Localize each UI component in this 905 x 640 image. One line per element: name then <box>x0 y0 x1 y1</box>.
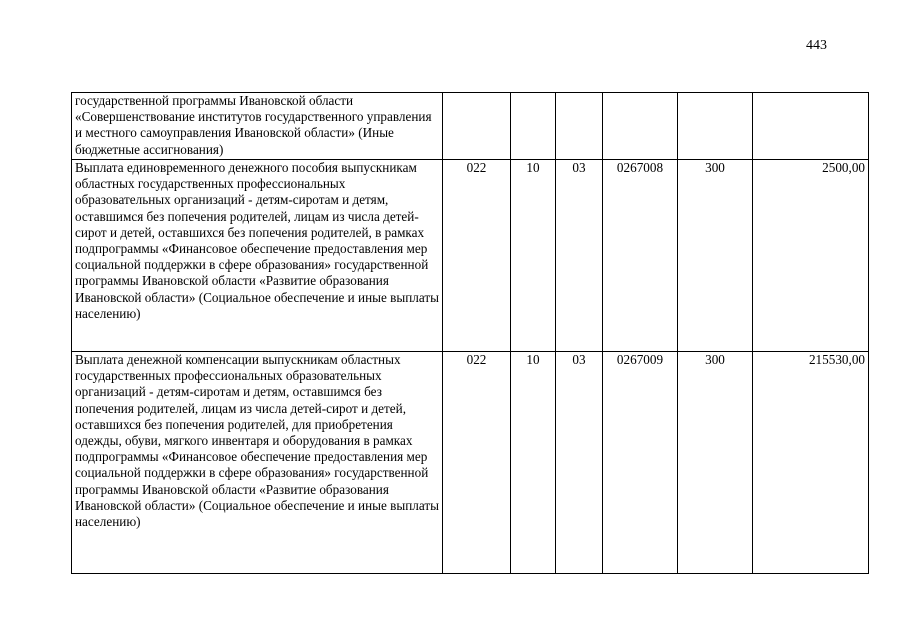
target-article-code: 0267008 <box>603 160 678 352</box>
expense-type-code: 300 <box>678 160 753 352</box>
amount-value: 2500,00 <box>753 160 869 352</box>
table-row <box>72 160 869 352</box>
subsection-code <box>556 93 603 160</box>
subsection-code: 03 <box>556 352 603 574</box>
target-article-code <box>603 93 678 160</box>
target-article-code: 0267009 <box>603 352 678 574</box>
expense-type-code: 300 <box>678 352 753 574</box>
row-description: Выплата единовременного денежного пособия выпускникам областных государственных профессиональных образовательных организаций - детям-сиротам и детям, оставшимся без попечения родителей, лицам из числа детей-сирот и детей, оставшихся без попечения родителей, в рамках подпрограммы «Финансовое обеспечение предоставления мер социальной поддержки в сфере образования» государственной программы Ивановской области «Развитие образования Ивановской области» (Социальное обеспечение и иные выплаты населению) <box>72 160 443 352</box>
ministry-code <box>443 93 511 160</box>
row-description: государственной программы Ивановской области «Совершенствование институтов государственного управления и местного самоуправления Ивановской области» (Иные бюджетные ассигнования) <box>72 93 443 160</box>
ministry-code: 022 <box>443 352 511 574</box>
amount-value <box>753 93 869 160</box>
budget-table <box>71 92 869 574</box>
expense-type-code <box>678 93 753 160</box>
page-number: 443 <box>806 38 827 53</box>
table-row <box>72 93 869 160</box>
table-row <box>72 352 869 574</box>
section-code <box>511 93 556 160</box>
subsection-code: 03 <box>556 160 603 352</box>
amount-value: 215530,00 <box>753 352 869 574</box>
row-description: Выплата денежной компенсации выпускникам областных государственных профессиональных образовательных организаций - детям-сиротам и детям, оставшимся без попечения родителей, лицам из числа детей-сирот и детей, оставшихся без попечения родителей, для приобретения одежды, обуви, мягкого инвентаря и оборудования в рамках подпрограммы «Финансовое обеспечение предоставления мер социальной поддержки в сфере образования» государственной программы Ивановской области «Развитие образования Ивановской области» (Социальное обеспечение и иные выплаты населению) <box>72 352 443 574</box>
ministry-code: 022 <box>443 160 511 352</box>
section-code: 10 <box>511 160 556 352</box>
section-code: 10 <box>511 352 556 574</box>
